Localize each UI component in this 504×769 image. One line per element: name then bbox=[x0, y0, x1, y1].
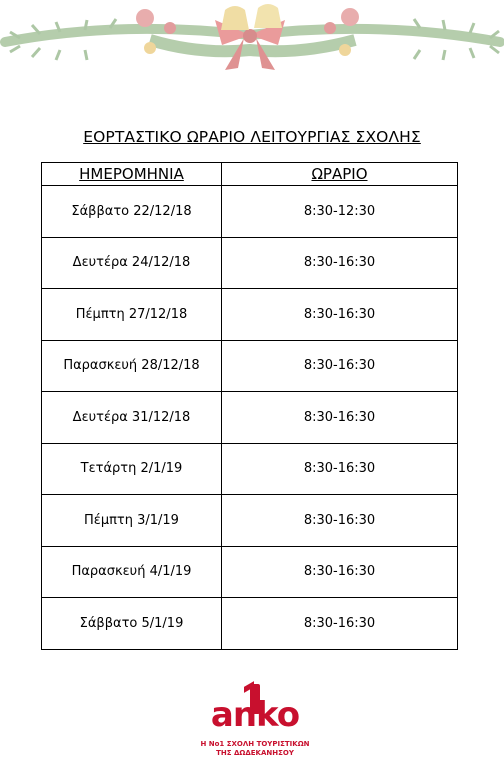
hours-cell: 8:30-16:30 bbox=[222, 392, 458, 444]
hours-cell: 8:30-16:30 bbox=[222, 598, 458, 650]
date-cell: Δευτέρα 24/12/18 bbox=[42, 237, 222, 289]
logo-tagline-line-2: ΤΗΣ ΔΩΔΕΚΑΝΗΣΟΥ bbox=[216, 749, 294, 757]
hours-cell: 8:30-16:30 bbox=[222, 237, 458, 289]
date-column-header: ΗΜΕΡΟΜΗΝΙΑ bbox=[42, 163, 222, 186]
table-row bbox=[42, 289, 458, 341]
hours-cell: 8:30-12:30 bbox=[222, 186, 458, 238]
table-row bbox=[42, 546, 458, 598]
hours-cell: 8:30-16:30 bbox=[222, 546, 458, 598]
page-title: ΕΟΡΤΑΣΤΙΚΟ ΩΡΑΡΙΟ ΛΕΙΤΟΥΡΓΙΑΣ ΣΧΟΛΗΣ bbox=[83, 128, 421, 146]
table-header-row bbox=[42, 163, 458, 186]
hours-column-header: ΩΡΑΡΙΟ bbox=[222, 163, 458, 186]
schedule-table bbox=[41, 162, 458, 650]
logo-tagline-line-1: Η Νο1 ΣΧΟΛΗ ΤΟΥΡΙΣΤΙΚΩΝ bbox=[200, 740, 310, 748]
date-cell: Παρασκευή 4/1/19 bbox=[42, 546, 222, 598]
date-cell: Πέμπτη 3/1/19 bbox=[42, 495, 222, 547]
christmas-garland-icon bbox=[0, 0, 504, 80]
date-cell: Παρασκευή 28/12/18 bbox=[42, 340, 222, 392]
date-cell: Τετάρτη 2/1/19 bbox=[42, 443, 222, 495]
date-cell: Σάββατο 22/12/18 bbox=[42, 186, 222, 238]
table-row bbox=[42, 340, 458, 392]
date-cell: Πέμπτη 27/12/18 bbox=[42, 289, 222, 341]
hours-cell: 8:30-16:30 bbox=[222, 289, 458, 341]
date-cell: Δευτέρα 31/12/18 bbox=[42, 392, 222, 444]
table-row bbox=[42, 495, 458, 547]
table-row bbox=[42, 186, 458, 238]
hours-cell: 8:30-16:30 bbox=[222, 443, 458, 495]
anko-logo bbox=[195, 684, 315, 764]
table-row bbox=[42, 598, 458, 650]
logo-wordmark: anko bbox=[210, 695, 300, 735]
table-row bbox=[42, 237, 458, 289]
table-row bbox=[42, 443, 458, 495]
date-cell: Σάββατο 5/1/19 bbox=[42, 598, 222, 650]
hours-cell: 8:30-16:30 bbox=[222, 340, 458, 392]
hours-cell: 8:30-16:30 bbox=[222, 495, 458, 547]
table-row bbox=[42, 392, 458, 444]
